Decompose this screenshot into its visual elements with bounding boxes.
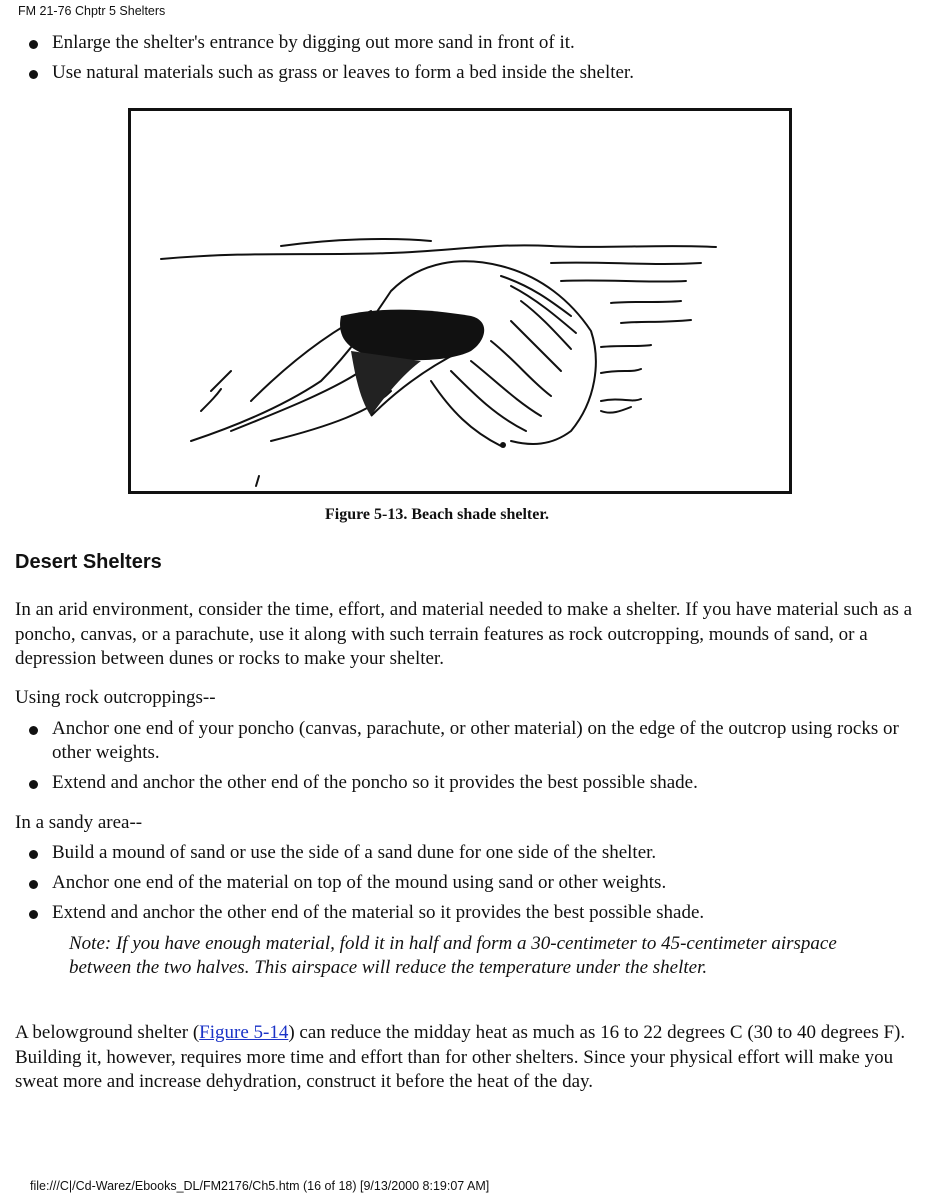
list-item: Anchor one end of the material on top of the mound using sand or other weights. — [0, 871, 900, 895]
page-footer: file:///C|/Cd-Warez/Ebooks_DL/FM2176/Ch5.htm (16 of 18) [9/13/2000 8:19:07 AM] — [30, 1179, 490, 1193]
beach-shelter-illustration — [131, 111, 789, 491]
bullet-icon — [29, 910, 38, 919]
bullet-icon — [29, 726, 38, 735]
figure-5-14-link[interactable]: Figure 5-14 — [199, 1022, 289, 1043]
rock-bullet-list — [0, 717, 900, 795]
note-text: Note: If you have enough material, fold it in half and form a 30-centimeter to 45-centimeter airspace between the two halves. This airspace will reduce the temperature under the shelter. — [69, 933, 837, 978]
paragraph-rock-label: Using rock outcroppings-- — [15, 687, 216, 708]
top-bullet-list — [0, 31, 926, 85]
figure-beach-shade-shelter — [128, 108, 792, 494]
page-header: FM 21-76 Chptr 5 Shelters — [18, 4, 166, 18]
paragraph-intro: In an arid environment, consider the time, effort, and material needed to make a shelter. If you have material such as a poncho, canvas, or a parachute, use it along with such terrain features as rock outcropping, mounds of sand, or a depression between dunes or rocks to make your shelter. — [15, 599, 913, 669]
paragraph-closing: A belowground shelter (Figure 5-14) can reduce the midday heat as much as 16 to 22 degrees C (30 to 40 degrees F). Building it, however, requires more time and effort than for other shelters. Since your physical effort will make you sweat more and increase dehydration, construct it before the heat of the day. — [15, 1022, 906, 1092]
list-item: Use natural materials such as grass or leaves to form a bed inside the shelter. — [0, 61, 926, 85]
bullet-icon — [29, 880, 38, 889]
bullet-icon — [29, 40, 38, 49]
bullet-icon — [29, 70, 38, 79]
figure-caption: Figure 5-13. Beach shade shelter. — [325, 506, 549, 523]
list-item: Enlarge the shelter's entrance by digging out more sand in front of it. — [0, 31, 926, 55]
list-item: Extend and anchor the other end of the poncho so it provides the best possible shade. — [0, 771, 900, 795]
bullet-icon — [29, 780, 38, 789]
list-item: Anchor one end of your poncho (canvas, parachute, or other material) on the edge of the outcrop using rocks or other weights. — [0, 717, 900, 765]
paragraph-sand-label: In a sandy area-- — [15, 812, 143, 833]
bullet-icon — [29, 850, 38, 859]
list-item: Extend and anchor the other end of the material so it provides the best possible shade. — [0, 901, 900, 925]
list-item: Build a mound of sand or use the side of a sand dune for one side of the shelter. — [0, 841, 900, 865]
section-heading: Desert Shelters — [15, 551, 162, 573]
sand-bullet-list — [0, 841, 900, 925]
